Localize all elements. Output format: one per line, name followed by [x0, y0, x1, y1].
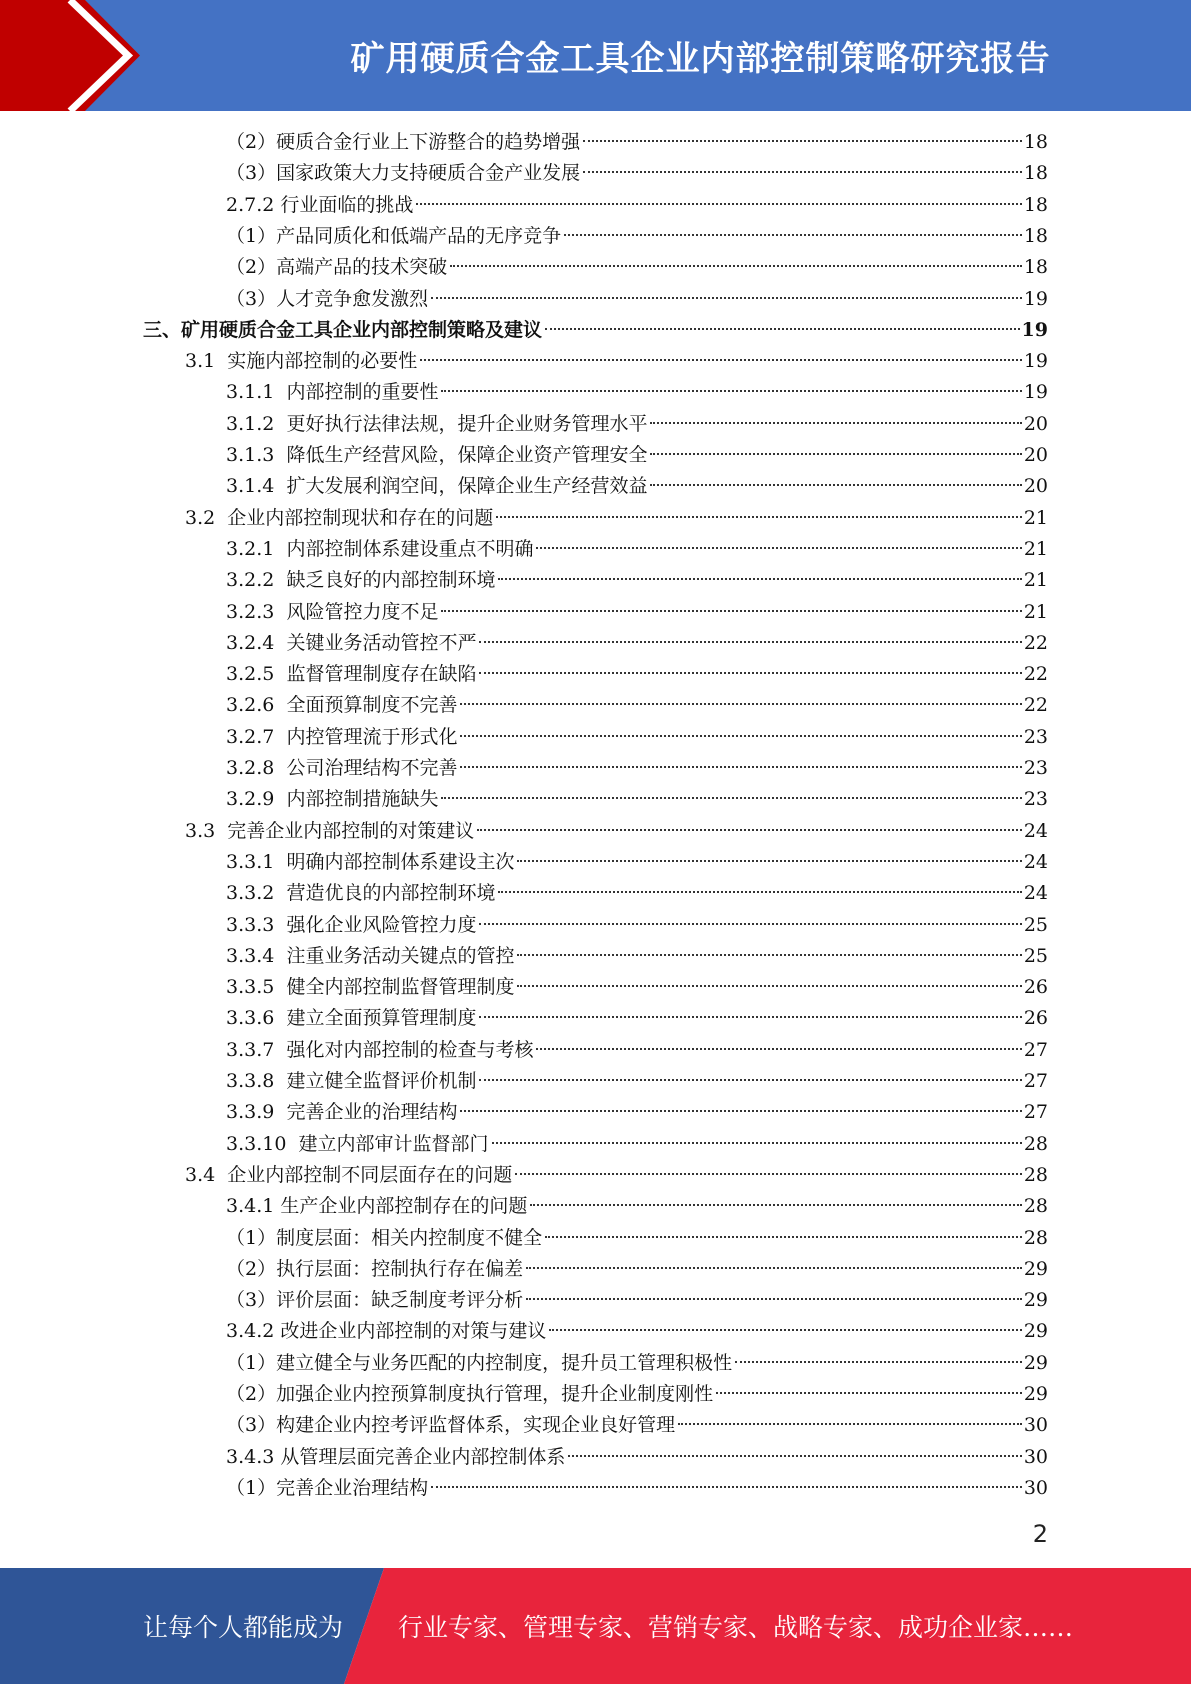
toc-dot-leader — [460, 766, 1021, 768]
toc-entry-label: 制度层面：相关内控制度不健全 — [276, 1226, 543, 1249]
toc-entry[interactable] — [226, 1129, 1048, 1160]
toc-dot-leader — [564, 234, 1022, 236]
toc-entry[interactable] — [226, 753, 1048, 784]
toc-dot-leader — [479, 672, 1021, 674]
toc-entry-page: 29 — [1023, 1383, 1048, 1405]
toc-dot-leader — [549, 1329, 1021, 1331]
toc-dot-leader — [498, 891, 1021, 893]
toc-dot-leader — [568, 1455, 1021, 1457]
toc-entry[interactable] — [226, 878, 1048, 909]
toc-entry-label: 内部控制体系建设重点不明确 — [286, 537, 534, 560]
toc-entry-number: 3.3.8 — [226, 1070, 287, 1092]
toc-entry-label: 国家政策大力支持硬质合金产业发展 — [276, 162, 581, 185]
toc-entry-number: 2.7.2 — [226, 193, 281, 216]
toc-entry-page: 29 — [1023, 1257, 1048, 1280]
toc-entry-page: 22 — [1023, 663, 1048, 686]
toc-entry-page: 18 — [1023, 224, 1048, 247]
toc-entry[interactable] — [226, 1410, 1048, 1441]
toc-entry-number: 3.2.5 — [226, 663, 287, 686]
toc-entry-label: 完善企业的治理结构 — [286, 1101, 458, 1124]
toc-entry-number: 3.4.1 — [226, 1195, 281, 1218]
toc-dot-leader — [650, 422, 1021, 424]
footer-slogan-right: 行业专家、管理专家、营销专家、战略专家、成功企业家…… — [398, 1613, 1074, 1642]
toc-entry-label: 建立健全与业务匹配的内控制度，提升员工管理积极性 — [276, 1351, 733, 1374]
toc-entry-page: 21 — [1023, 537, 1048, 560]
toc-dot-leader — [479, 641, 1021, 643]
toc-entry[interactable] — [226, 1379, 1048, 1410]
toc-dot-leader — [545, 328, 1020, 330]
toc-entry-number: 三、 — [143, 318, 182, 341]
toc-entry-number: （1） — [226, 224, 277, 247]
toc-entry[interactable] — [226, 284, 1048, 315]
toc-dot-leader — [517, 985, 1021, 987]
toc-entry[interactable] — [226, 972, 1048, 1003]
toc-entry[interactable] — [226, 377, 1048, 408]
toc-entry[interactable] — [185, 816, 1048, 847]
toc-dot-leader — [460, 735, 1021, 737]
toc-entry-page: 29 — [1023, 1289, 1048, 1312]
toc-entry-number: 3.3.4 — [226, 944, 287, 967]
toc-entry-number: （2） — [226, 131, 277, 153]
toc-entry[interactable] — [226, 409, 1048, 440]
toc-entry-page: 29 — [1023, 1351, 1048, 1374]
toc-entry-label: 强化企业风险管控力度 — [286, 913, 477, 936]
toc-entry-number: 3.1.1 — [226, 381, 287, 404]
toc-entry-number: 3.3.3 — [226, 913, 287, 936]
toc-entry-page: 25 — [1023, 913, 1048, 936]
toc-entry-number: 3.3.7 — [226, 1038, 287, 1061]
toc-entry[interactable] — [226, 659, 1048, 690]
toc-entry-label: 从管理层面完善企业内部控制体系 — [280, 1445, 566, 1468]
toc-dot-leader — [496, 516, 1022, 518]
toc-entry-page: 28 — [1023, 1163, 1048, 1186]
toc-dot-leader — [492, 1142, 1022, 1144]
toc-entry-number: 3.1 — [185, 350, 228, 373]
toc-entry-number: 3.3.1 — [226, 850, 287, 873]
toc-entry-page: 19 — [1023, 350, 1048, 373]
toc-entry-label: 缺乏良好的内部控制环境 — [286, 569, 496, 592]
toc-entry[interactable] — [143, 315, 1048, 346]
toc-entry-page: 27 — [1023, 1038, 1048, 1061]
toc-entry-label: 评价层面：缺乏制度考评分析 — [276, 1289, 524, 1312]
toc-entry-number: 3.2.6 — [226, 694, 287, 717]
toc-entry-page: 20 — [1023, 444, 1048, 466]
toc-dot-leader — [735, 1361, 1022, 1363]
toc-entry[interactable] — [185, 503, 1048, 534]
toc-entry-page: 22 — [1023, 694, 1048, 717]
toc-entry-number: 3.2.9 — [226, 788, 287, 811]
toc-dot-leader — [583, 140, 1022, 142]
toc-entry[interactable] — [226, 941, 1048, 972]
toc-entry[interactable] — [226, 1003, 1048, 1034]
toc-entry-label: 矿用硬质合金工具企业内部控制策略及建议 — [181, 318, 543, 341]
toc-entry-page: 18 — [1023, 131, 1048, 153]
toc-entry-page: 18 — [1023, 162, 1048, 185]
toc-entry-label: 建立全面预算管理制度 — [286, 1007, 477, 1030]
toc-entry[interactable] — [226, 1316, 1048, 1347]
toc-dot-leader — [420, 359, 1022, 361]
toc-entry-label: 硬质合金行业上下游整合的趋势增强 — [276, 131, 581, 153]
toc-entry-label: 健全内部控制监督管理制度 — [286, 976, 515, 999]
toc-entry-number: （1） — [226, 1351, 277, 1374]
toc-dot-leader — [530, 1204, 1021, 1206]
toc-entry-label: 内部控制的重要性 — [286, 381, 439, 404]
toc-dot-leader — [650, 484, 1021, 486]
toc-entry[interactable] — [226, 690, 1048, 721]
toc-entry[interactable] — [226, 1223, 1048, 1254]
toc-entry-number: 3.4.3 — [226, 1445, 281, 1468]
toc-entry-label: 改进企业内部控制的对策与建议 — [280, 1320, 547, 1343]
toc-dot-leader — [536, 1048, 1021, 1050]
toc-entry-page: 30 — [1023, 1414, 1048, 1437]
toc-entry[interactable] — [226, 910, 1048, 941]
toc-entry-label: 建立健全监督评价机制 — [286, 1070, 477, 1092]
footer-slogan-left: 让每个人都能成为 — [143, 1613, 344, 1642]
toc-entry-page: 25 — [1023, 944, 1048, 967]
toc-entry-number: （3） — [226, 1289, 277, 1312]
toc-entry-label: 扩大发展利润空间，保障企业生产经营效益 — [286, 475, 648, 498]
toc-entry-number: 3.3.10 — [226, 1132, 299, 1155]
page-footer — [0, 1568, 1191, 1684]
toc-dot-leader — [716, 1392, 1022, 1394]
toc-entry-page: 21 — [1023, 506, 1048, 529]
toc-entry-number: 3.2.3 — [226, 600, 287, 623]
toc-entry[interactable] — [226, 628, 1048, 659]
toc-entry[interactable] — [226, 158, 1048, 189]
toc-entry-number: 3.1.2 — [226, 412, 287, 435]
toc-dot-leader — [460, 703, 1021, 705]
toc-entry[interactable] — [226, 221, 1048, 252]
toc-entry-number: 3.2.4 — [226, 631, 287, 654]
toc-entry-page: 21 — [1023, 569, 1048, 592]
toc-entry-label: 企业内部控制不同层面存在的问题 — [227, 1163, 513, 1186]
toc-dot-leader — [441, 390, 1021, 392]
toc-entry-number: 3.4 — [185, 1163, 228, 1186]
toc-dot-leader — [498, 578, 1021, 580]
toc-entry[interactable] — [226, 597, 1048, 628]
toc-entry[interactable] — [226, 440, 1048, 471]
toc-entry-page: 26 — [1023, 976, 1048, 999]
toc-dot-leader — [517, 954, 1021, 956]
toc-entry-label: 内部控制措施缺失 — [286, 788, 439, 811]
toc-dot-leader — [583, 171, 1022, 173]
toc-entry-label: 降低生产经营风险，保障企业资产管理安全 — [286, 444, 648, 466]
toc-entry[interactable] — [226, 1442, 1048, 1473]
toc-entry-page: 18 — [1023, 256, 1048, 279]
toc-entry-label: 生产企业内部控制存在的问题 — [280, 1195, 528, 1218]
toc-entry-page: 18 — [1023, 193, 1048, 216]
toc-dot-leader — [526, 1298, 1022, 1300]
toc-entry[interactable] — [226, 127, 1048, 158]
toc-entry-page: 19 — [1021, 318, 1048, 341]
toc-entry-number: （1） — [226, 1226, 277, 1249]
toc-entry-number: 3.3.6 — [226, 1007, 287, 1030]
toc-entry-number: 3.3.9 — [226, 1101, 287, 1124]
toc-entry-label: 产品同质化和低端产品的无序竞争 — [276, 224, 562, 247]
toc-entry-number: （2） — [226, 1257, 277, 1280]
toc-entry-label: 风险管控力度不足 — [286, 600, 439, 623]
toc-entry-label: 更好执行法律法规，提升企业财务管理水平 — [286, 412, 648, 435]
toc-dot-leader — [678, 1423, 1022, 1425]
toc-entry-label: 企业内部控制现状和存在的问题 — [227, 506, 494, 529]
page-header — [0, 0, 1191, 111]
toc-dot-leader — [477, 829, 1022, 831]
toc-entry[interactable] — [226, 565, 1048, 596]
toc-entry[interactable] — [226, 190, 1048, 221]
toc-entry-number: 3.2.2 — [226, 569, 287, 592]
toc-dot-leader — [479, 1016, 1021, 1018]
toc-entry-label: 内控管理流于形式化 — [286, 725, 458, 748]
toc-entry-page: 20 — [1023, 475, 1048, 498]
toc-entry-number: 3.1.4 — [226, 475, 287, 498]
toc-entry-number: 3.3.2 — [226, 882, 287, 905]
toc-entry-label: 营造优良的内部控制环境 — [286, 882, 496, 905]
toc-dot-leader — [441, 797, 1021, 799]
toc-entry[interactable] — [226, 847, 1048, 878]
toc-entry-page: 26 — [1023, 1007, 1048, 1030]
toc-entry-page: 30 — [1023, 1476, 1048, 1499]
toc-entry-number: 3.3.5 — [226, 976, 287, 999]
toc-entry-page: 24 — [1023, 850, 1048, 873]
toc-entry-page: 28 — [1023, 1226, 1048, 1249]
toc-entry-label: 行业面临的挑战 — [280, 193, 414, 216]
toc-entry-label: 构建企业内控考评监督体系，实现企业良好管理 — [276, 1414, 676, 1437]
toc-entry-page: 24 — [1023, 819, 1048, 842]
toc-entry-label: 明确内部控制体系建设主次 — [286, 850, 515, 873]
toc-entry-number: （2） — [226, 1383, 277, 1405]
page-number: 2 — [1032, 1520, 1048, 1548]
toc-dot-leader — [545, 1236, 1022, 1238]
toc-entry-page: 30 — [1023, 1445, 1048, 1468]
toc-dot-leader — [479, 923, 1021, 925]
toc-entry[interactable] — [226, 1097, 1048, 1128]
toc-entry-number: （2） — [226, 256, 277, 279]
toc-entry-page: 23 — [1023, 757, 1048, 779]
toc-entry-page: 28 — [1023, 1195, 1048, 1218]
toc-entry-label: 强化对内部控制的检查与考核 — [286, 1038, 534, 1061]
toc-entry-number: （1） — [226, 1476, 277, 1499]
toc-entry-label: 完善企业治理结构 — [276, 1476, 429, 1499]
toc-entry-number: 3.4.2 — [226, 1320, 281, 1343]
toc-entry-number: 3.2.8 — [226, 757, 287, 779]
toc-entry-label: 执行层面：控制执行存在偏差 — [276, 1257, 524, 1280]
toc-entry-page: 23 — [1023, 788, 1048, 811]
toc-entry-page: 21 — [1023, 600, 1048, 623]
toc-entry-number: （3） — [226, 287, 277, 310]
toc-entry-page: 24 — [1023, 882, 1048, 905]
toc-dot-leader — [650, 453, 1021, 455]
toc-entry-page: 19 — [1023, 381, 1048, 404]
toc-entry-label: 公司治理结构不完善 — [286, 757, 458, 779]
toc-entry[interactable] — [226, 1285, 1048, 1316]
toc-entry-label: 实施内部控制的必要性 — [227, 350, 418, 373]
toc-entry[interactable] — [226, 1035, 1048, 1066]
toc-entry[interactable] — [226, 1254, 1048, 1285]
toc-entry-page: 22 — [1023, 631, 1048, 654]
toc-dot-leader — [460, 1110, 1021, 1112]
toc-dot-leader — [515, 1173, 1022, 1175]
toc-dot-leader — [479, 1079, 1021, 1081]
toc-entry-number: （3） — [226, 162, 277, 185]
toc-entry[interactable] — [226, 1191, 1048, 1222]
toc-entry-label: 加强企业内控预算制度执行管理，提升企业制度刚性 — [276, 1383, 714, 1405]
toc-entry-number: 3.3 — [185, 819, 228, 842]
toc-entry[interactable] — [185, 346, 1048, 377]
toc-entry-page: 20 — [1023, 412, 1048, 435]
toc-entry-number: 3.2 — [185, 506, 228, 529]
toc-entry[interactable] — [226, 471, 1048, 502]
toc-entry-number: 3.1.3 — [226, 444, 287, 466]
toc-entry-number: 3.2.1 — [226, 537, 287, 560]
toc-entry-page: 23 — [1023, 725, 1048, 748]
toc-entry-label: 关键业务活动管控不严 — [286, 631, 477, 654]
toc-entry-label: 全面预算制度不完善 — [286, 694, 458, 717]
toc-entry-label: 人才竞争愈发激烈 — [276, 287, 429, 310]
toc-entry-number: （3） — [226, 1414, 277, 1437]
toc-entry[interactable] — [226, 784, 1048, 815]
toc-dot-leader — [431, 297, 1022, 299]
toc-dot-leader — [526, 1267, 1022, 1269]
toc-dot-leader — [441, 610, 1021, 612]
toc-entry-page: 19 — [1023, 287, 1048, 310]
toc-entry-page: 28 — [1023, 1132, 1048, 1155]
toc-entry-page: 27 — [1023, 1101, 1048, 1124]
toc-entry[interactable] — [226, 722, 1048, 753]
toc-entry[interactable] — [185, 1160, 1048, 1191]
toc-entry-page: 29 — [1023, 1320, 1048, 1343]
toc-dot-leader — [517, 860, 1021, 862]
toc-entry[interactable] — [226, 1473, 1048, 1504]
toc-dot-leader — [450, 265, 1022, 267]
toc-entry[interactable] — [226, 534, 1048, 565]
document-title: 矿用硬质合金工具企业内部控制策略研究报告 — [350, 39, 1051, 79]
toc-entry[interactable] — [226, 1348, 1048, 1379]
toc-entry-label: 高端产品的技术突破 — [276, 256, 448, 279]
toc-entry-label: 完善企业内部控制的对策建议 — [227, 819, 475, 842]
header-arrow-decoration — [0, 0, 150, 111]
toc-entry[interactable] — [226, 252, 1048, 283]
toc-entry-label: 监督管理制度存在缺陷 — [286, 663, 477, 686]
toc-dot-leader — [431, 1486, 1022, 1488]
toc-entry-number: 3.2.7 — [226, 725, 287, 748]
toc-dot-leader — [416, 203, 1021, 205]
toc-entry[interactable] — [226, 1066, 1048, 1097]
toc-entry-label: 注重业务活动关键点的管控 — [286, 944, 515, 967]
toc-dot-leader — [536, 547, 1021, 549]
toc-entry-label: 建立内部审计监督部门 — [298, 1132, 489, 1155]
toc-entry-page: 27 — [1023, 1070, 1048, 1092]
